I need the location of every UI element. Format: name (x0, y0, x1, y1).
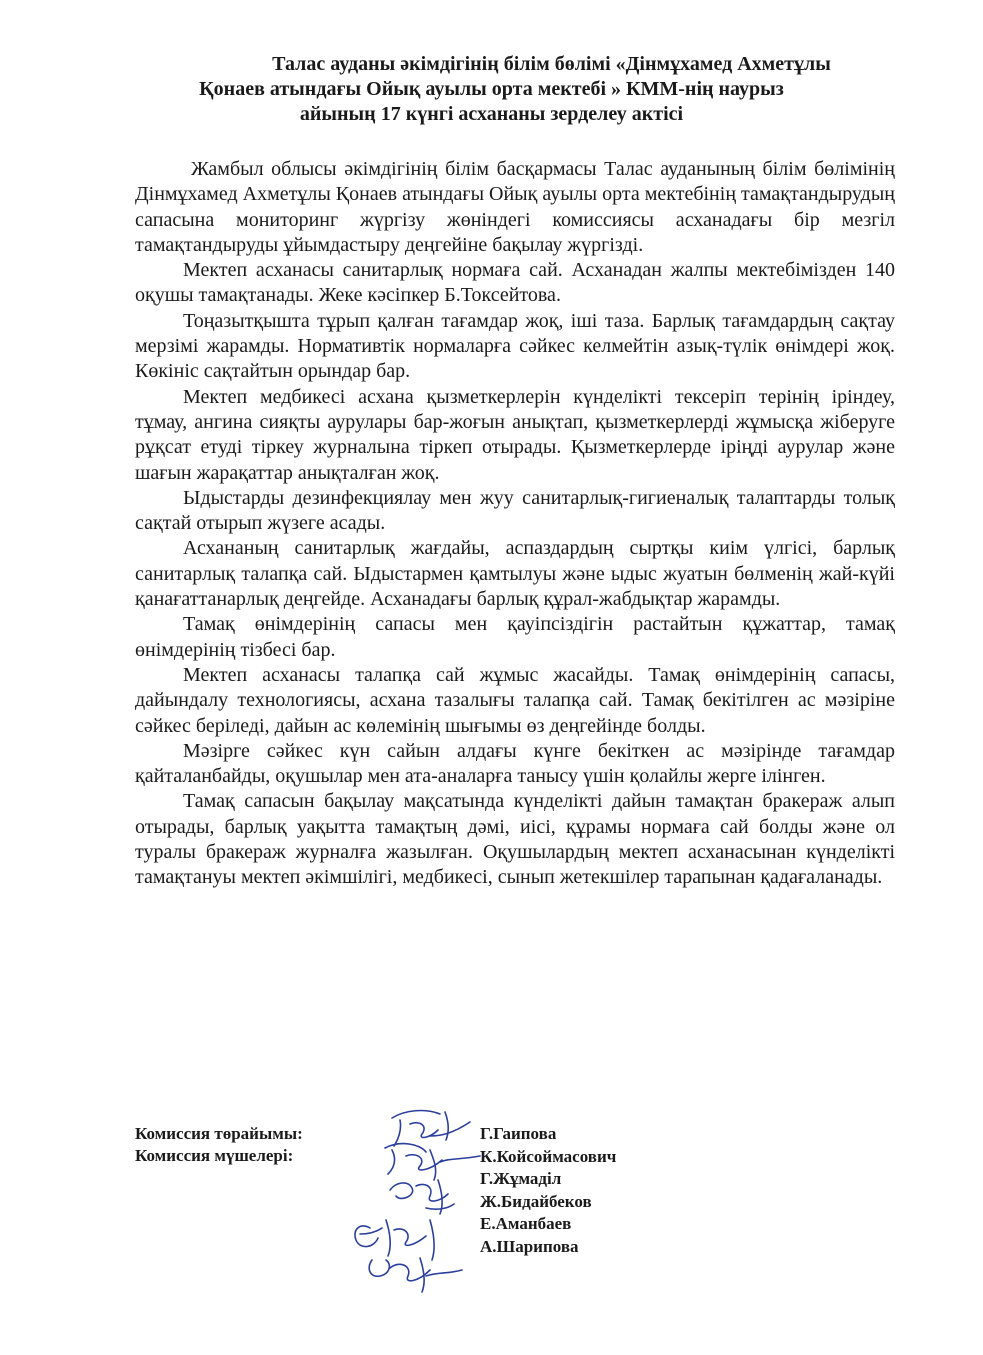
paragraph: Асхананың санитарлық жағдайы, аспаздардың сыртқы киім үлгісі, барлық санитарлық талапқа сай. Ыдыстармен қамтылуы және ыдыс жуатын бөлменің жай-күйі қанағаттанарлық деңгейде. Асханадағы барлық құрал-жабдықтар жарамды. (135, 537, 895, 611)
paragraph: Тамақ сапасын бақылау мақсатында күнделікті дайын тамақтан бракераж алып отырады, барлық уақытта тамақтың дәмі, иісі, құрамы нормаға сай болды және ол туралы бракераж журналға жазылған. Оқушылардың мектеп асханасынан күнделікті тамақтануы мектеп әкімшілігі, медбикесі, сынып жетекшілер тарапынан қадағаланады. (135, 790, 895, 889)
signature-mark (369, 1258, 462, 1292)
signatory-name: Е.Аманбаев (480, 1214, 572, 1234)
paragraph: Тоңазытқышта тұрып қалған тағамдар жоқ, іші таза. Барлық тағамдардың сақтау мерзімі жарамды. Нормативтік нормаларға сәйкес келмейтін азық-түлік өнімдері жоқ. Көкініс сақтайтын орындар бар. (135, 309, 895, 383)
paragraph: Мектеп асханасы санитарлық нормаға сай. Асханадан жалпы мектебімізден 140 оқушы тамақтанады. Жеке кәсіпкер Б.Токсейтова. (135, 259, 895, 307)
paragraph: Жамбыл облысы әкімдігінің білім басқармасы Талас ауданының білім бөлімінің Дінмұхамед Ахметұлы Қонаев атындағы Ойық ауылы орта мектебінің тамақтандырудың сапасына мониторинг жүргізу жөніндегі комиссиясы асханадағы бір мезгіл тамақтандыруды ұйымдастыру деңгейіне бақылау жүргізді. (135, 158, 895, 256)
document-body (135, 157, 895, 891)
paragraph: Мәзірге сәйкес күн сайын алдағы күнге бекіткен ас мәзірінде тағамдар қайталанбайды, оқушылар мен ата-аналарға танысу үшін қолайлы жерге ілінген. (135, 739, 895, 788)
title-line-2: Қонаев атындағы Ойық ауылы орта мектебі » КММ-нің наурыз (199, 78, 784, 100)
signature-labels (135, 1123, 303, 1167)
members-label: Комиссия мүшелері: (135, 1146, 294, 1165)
chair-label: Комиссия төрайымы: (135, 1124, 303, 1143)
signature-mark (392, 1111, 470, 1146)
signatory-name: Г.Жұмаділ (480, 1169, 562, 1189)
paragraph: Ыдыстарды дезинфекциялау мен жуу санитарлық-гигиеналық талаптарды толық сақтай отырып жүзеге асады. (135, 486, 895, 535)
signature-mark (385, 1144, 480, 1180)
title-line-1: Талас ауданы әкімдігінің білім бөлімі «Дінмұхамед Ахметұлы (272, 53, 831, 75)
signatory-name: Г.Гаипова (480, 1124, 557, 1143)
signature-names (480, 1123, 616, 1259)
title-line-3: айының 17 күнгі асхананы зерделеу актісі (299, 103, 684, 125)
signature-mark (355, 1220, 434, 1260)
document-title (60, 52, 923, 127)
signatory-name: К.Койсоймасович (480, 1146, 617, 1166)
paragraph: Мектеп асханасы талапқа сай жұмыс жасайды. Тамақ өнімдерінің сапасы, дайындалу технологиясы, асхана тазалығы талапқа сай. Тамақ бекітілген ас мәзіріне сәйкес беріледі, дайын ас көлемінің шығымы өз деңгейінде болды. (135, 663, 895, 737)
signatory-name: Ж.Бидайбеков (480, 1191, 592, 1211)
signature-mark (390, 1180, 454, 1214)
paragraph: Мектеп медбикесі асхана қызметкерлерін күнделікті тексеріп терінің іріндеу, тұмау, ангина сияқты аурулары бар-жоғын анықтап, қызметкерлерді жұмысқа жіберуге рұқсат етуді тіркеу журналына тіркеп отырады. Қызметкерлерде іріңді аурулар және шағын жарақаттар анықталған жоқ. (135, 385, 895, 484)
paragraph: Тамақ өнімдерінің сапасы мен қауіпсіздігін растайтын құжаттар, тамақ өнімдерінің тізбесі бар. (135, 613, 895, 661)
signatory-name: А.Шарипова (480, 1236, 579, 1256)
